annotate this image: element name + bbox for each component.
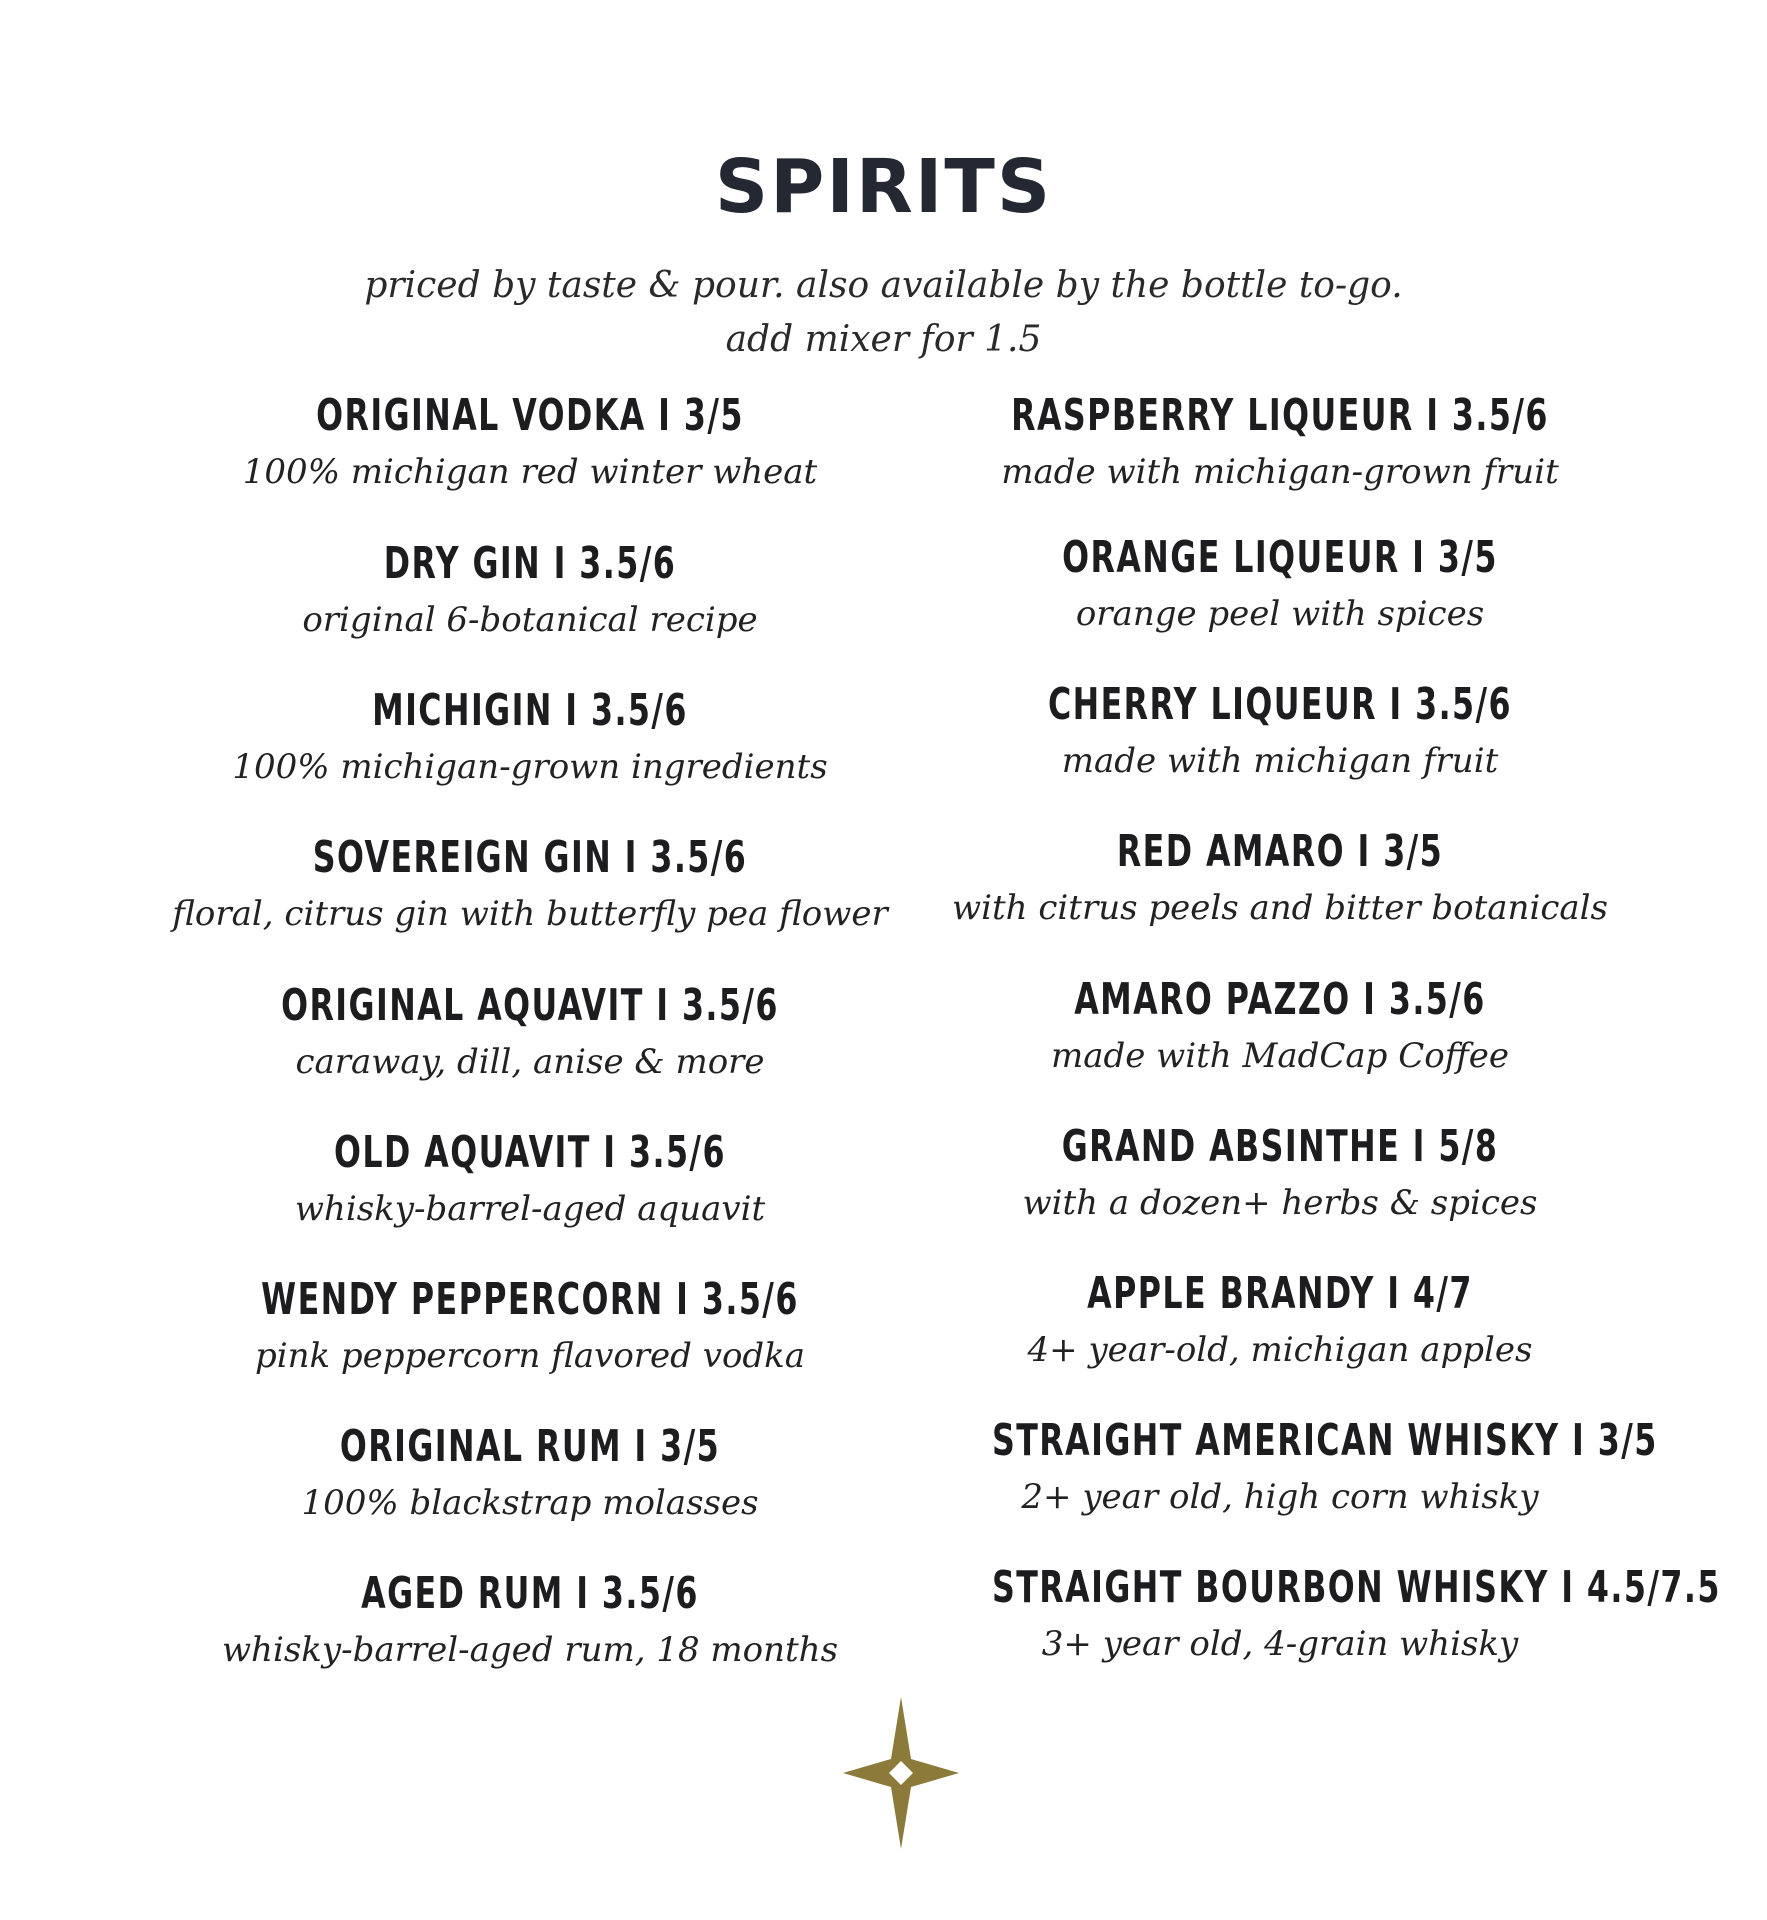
menu-item-name-price: DRY GIN I 3.5/6 bbox=[383, 538, 677, 589]
menu-item bbox=[880, 1121, 1680, 1225]
menu-item-description: whisky-barrel-aged rum, 18 months bbox=[221, 1630, 839, 1670]
menu-item bbox=[130, 685, 930, 789]
menu-item-description: whisky-barrel-aged aquavit bbox=[294, 1189, 766, 1229]
menu-item bbox=[130, 390, 930, 494]
mixer-note: add mixer for 1.5 bbox=[725, 319, 1042, 360]
menu-item-description: pink peppercorn flavored vodka bbox=[254, 1336, 806, 1376]
pricing-note: priced by taste & pour. also available by the bottle to-go. bbox=[364, 265, 1403, 306]
menu-item bbox=[130, 1421, 930, 1525]
menu-item bbox=[880, 679, 1680, 783]
menu-item-description: made with michigan fruit bbox=[1061, 741, 1499, 781]
menu-item bbox=[880, 390, 1680, 494]
menu-item-name-price: ORANGE LIQUEUR I 3/5 bbox=[1062, 532, 1498, 583]
menu-item-description: with a dozen+ herbs & spices bbox=[1022, 1183, 1538, 1223]
menu-item-name-price: CHERRY LIQUEUR I 3.5/6 bbox=[1047, 679, 1513, 730]
menu-item bbox=[130, 832, 930, 936]
menu-item bbox=[880, 826, 1680, 930]
menu-item bbox=[880, 1268, 1680, 1372]
menu-item-name-price: ORIGINAL VODKA I 3/5 bbox=[316, 390, 744, 441]
menu-item-name-price: SOVEREIGN GIN I 3.5/6 bbox=[312, 832, 748, 883]
menu-item-name-price: MICHIGIN I 3.5/6 bbox=[372, 685, 688, 736]
menu-item-description: caraway, dill, anise & more bbox=[295, 1042, 765, 1082]
menu-item-description: 100% blackstrap molasses bbox=[301, 1483, 759, 1523]
menu-item-name-price: WENDY PEPPERCORN I 3.5/6 bbox=[261, 1274, 799, 1325]
menu-item-name-price: APPLE BRANDY I 4/7 bbox=[1087, 1268, 1473, 1319]
four-point-star-icon bbox=[843, 1697, 959, 1849]
menu-item-name-price: GRAND ABSINTHE I 5/8 bbox=[1061, 1121, 1499, 1172]
menu-item-description: with citrus peels and bitter botanicals bbox=[952, 888, 1608, 928]
menu-item bbox=[880, 1415, 1680, 1519]
menu-item-description: 2+ year old, high corn whisky bbox=[1021, 1477, 1539, 1517]
menu-item-description: floral, citrus gin with butterfly pea flower bbox=[172, 894, 888, 934]
menu-item-name-price: STRAIGHT BOURBON WHISKY I 4.5/7.5 bbox=[992, 1562, 1721, 1613]
menu-item-name-price: ORIGINAL RUM I 3/5 bbox=[339, 1421, 721, 1472]
menu-item-description: 3+ year old, 4-grain whisky bbox=[1041, 1624, 1519, 1664]
menu-item-name-price: RASPBERRY LIQUEUR I 3.5/6 bbox=[1011, 390, 1549, 441]
menu-item bbox=[130, 1127, 930, 1231]
menu-item bbox=[880, 1562, 1721, 1666]
menu-item-name-price: RED AMARO I 3/5 bbox=[1116, 826, 1444, 877]
menu-item-description: orange peel with spices bbox=[1075, 594, 1485, 634]
menu-item-description: original 6-botanical recipe bbox=[302, 600, 758, 640]
menu-item-name-price: STRAIGHT AMERICAN WHISKY I 3/5 bbox=[992, 1415, 1658, 1466]
page-title: SPIRITS bbox=[714, 144, 1053, 230]
menu-item-description: 100% michigan red winter wheat bbox=[242, 452, 818, 492]
menu-item-name-price: AMARO PAZZO I 3.5/6 bbox=[1074, 974, 1486, 1025]
menu-item-description: 100% michigan-grown ingredients bbox=[232, 747, 828, 787]
menu-item-name-price: OLD AQUAVIT I 3.5/6 bbox=[334, 1127, 726, 1178]
menu-item bbox=[130, 980, 930, 1084]
menu-item-name-price: ORIGINAL AQUAVIT I 3.5/6 bbox=[281, 980, 779, 1031]
menu-item bbox=[130, 1274, 930, 1378]
menu-item bbox=[880, 974, 1680, 1078]
menu-item-name-price: AGED RUM I 3.5/6 bbox=[361, 1568, 699, 1619]
menu-item-description: made with michigan-grown fruit bbox=[1001, 452, 1559, 492]
menu-item-description: 4+ year-old, michigan apples bbox=[1027, 1330, 1533, 1370]
menu-item bbox=[130, 538, 930, 642]
menu-item bbox=[130, 1568, 930, 1672]
menu-item bbox=[880, 532, 1680, 636]
menu-item-description: made with MadCap Coffee bbox=[1050, 1036, 1510, 1076]
